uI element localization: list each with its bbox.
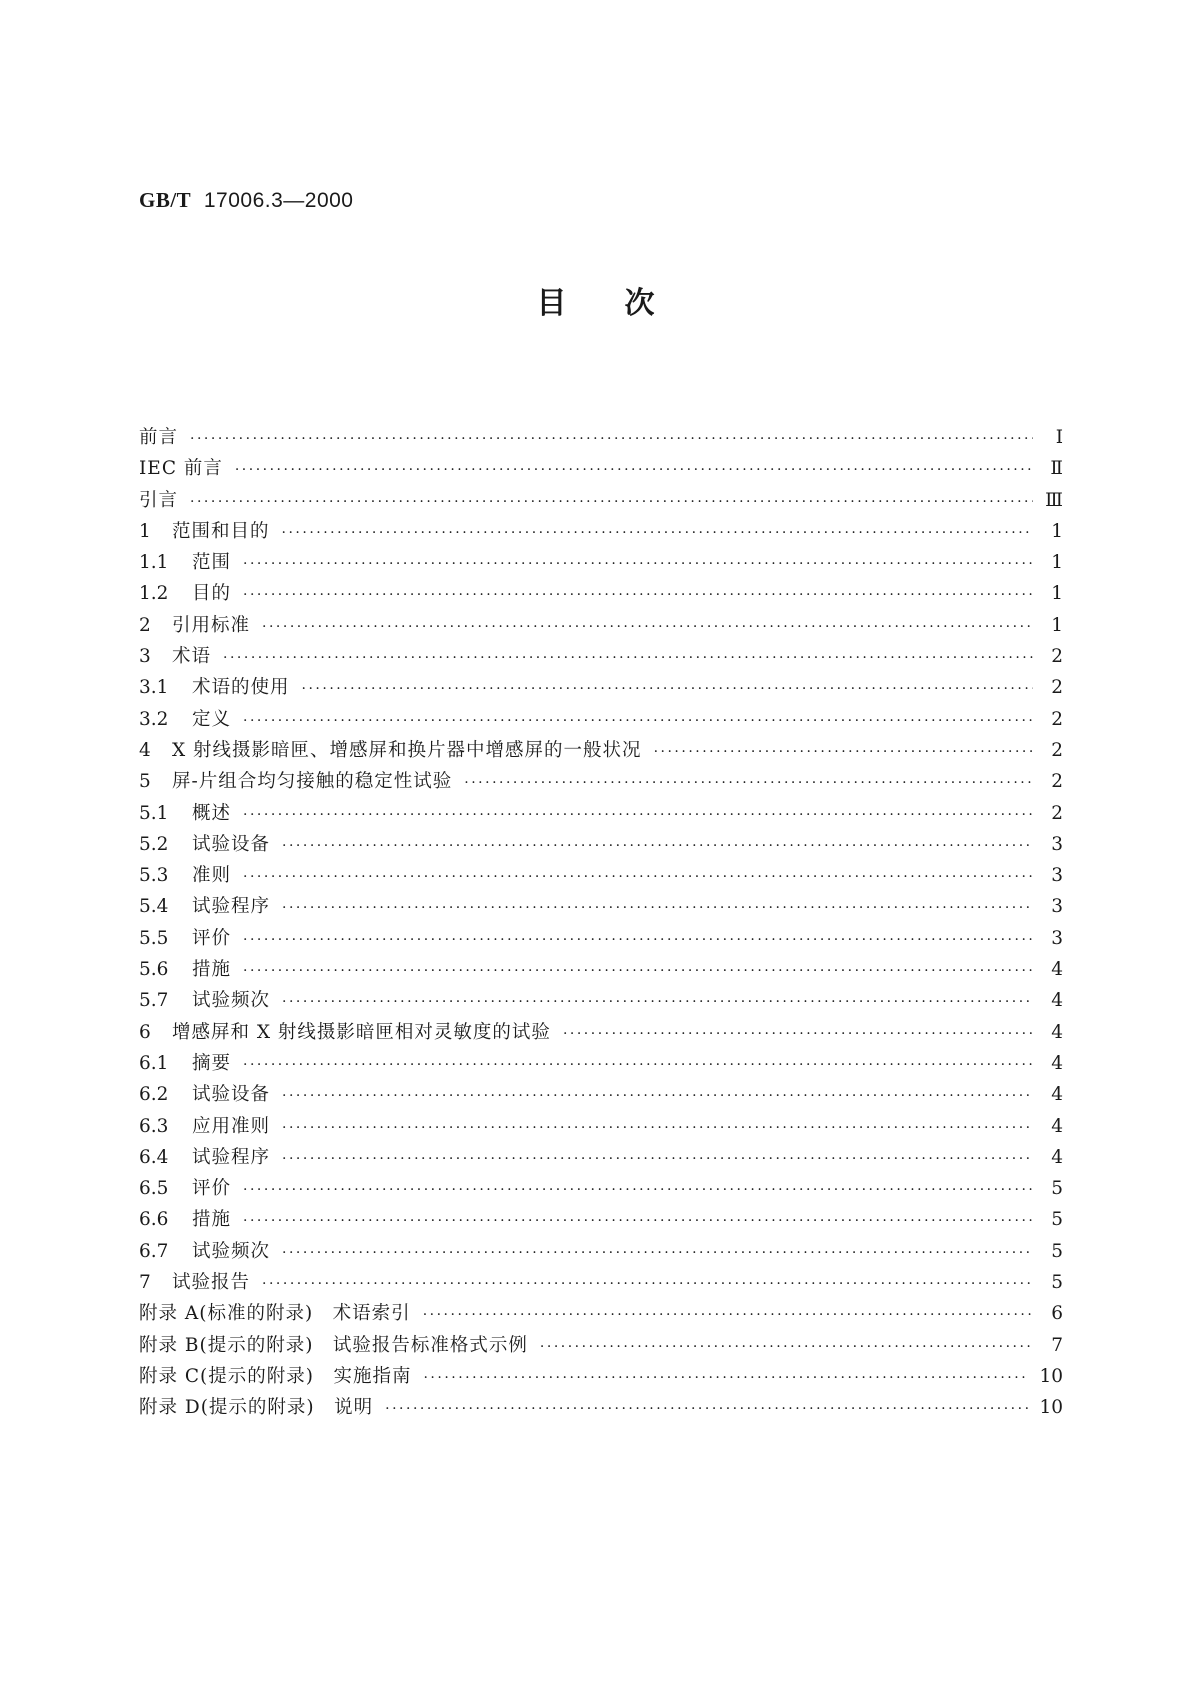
toc-entry-label: X 射线摄影暗匣、增感屏和换片器中增感屏的一般状况 bbox=[172, 739, 642, 761]
toc-entry-number: 2 bbox=[139, 614, 151, 636]
toc-dot-leader bbox=[282, 1113, 1033, 1144]
toc-entry[interactable] bbox=[139, 1267, 1063, 1298]
toc-entry-number: 6 bbox=[139, 1021, 151, 1043]
toc-entry-label: 附录 C(提示的附录) 实施指南 bbox=[139, 1365, 412, 1387]
toc-dot-leader bbox=[423, 1300, 1033, 1331]
toc-entry-number: 5.7 bbox=[139, 990, 169, 1012]
toc-dot-leader bbox=[262, 612, 1033, 643]
toc-dot-leader bbox=[243, 1206, 1033, 1237]
toc-entry-number: 5.6 bbox=[139, 959, 169, 981]
toc-entry-page: 4 bbox=[1051, 959, 1063, 981]
toc-entry-page: 4 bbox=[1051, 1146, 1063, 1168]
toc-entry[interactable] bbox=[139, 516, 1063, 547]
toc-dot-leader bbox=[302, 674, 1033, 705]
toc-entry-number: 1 bbox=[139, 520, 151, 542]
toc-entry-label: 前言 bbox=[139, 427, 179, 448]
toc-entry-page: 2 bbox=[1051, 739, 1063, 761]
toc-entry-page: 4 bbox=[1051, 1115, 1063, 1137]
toc-entry-label: 范围 bbox=[192, 552, 232, 574]
toc-entry-number: 6.5 bbox=[139, 1178, 169, 1200]
toc-entry-label: 术语的使用 bbox=[192, 677, 290, 699]
toc-entry-page: Ⅲ bbox=[1045, 489, 1063, 511]
toc-entry-label: 试验设备 bbox=[192, 1084, 271, 1106]
toc-entry-label: 试验程序 bbox=[192, 896, 271, 918]
toc-entry-number: 5.1 bbox=[139, 802, 169, 824]
toc-entry-page: 4 bbox=[1051, 1021, 1063, 1043]
toc-entry-page: 3 bbox=[1051, 927, 1063, 949]
toc-dot-leader bbox=[243, 549, 1033, 580]
toc-entry-number: 5.3 bbox=[139, 865, 169, 887]
toc-entry-page: 2 bbox=[1051, 771, 1063, 793]
toc-entry-page: Ⅱ bbox=[1050, 458, 1063, 480]
toc-entry-label: IEC 前言 bbox=[139, 458, 223, 480]
toc-dot-leader bbox=[190, 424, 1033, 455]
toc-entry[interactable] bbox=[139, 829, 1063, 860]
toc-entry-label: 评价 bbox=[192, 1178, 232, 1200]
toc-entry-label: 引用标准 bbox=[172, 614, 251, 636]
toc-entry-number: 3.2 bbox=[139, 708, 169, 730]
toc-entry[interactable] bbox=[139, 1236, 1063, 1267]
toc-entry-label: 屏-片组合均匀接触的稳定性试验 bbox=[172, 771, 453, 793]
toc-dot-leader bbox=[190, 487, 1033, 518]
toc-dot-leader bbox=[243, 1050, 1033, 1081]
toc-dot-leader bbox=[282, 1144, 1033, 1175]
toc-entry[interactable] bbox=[139, 1079, 1063, 1110]
toc-entry-page: 2 bbox=[1051, 677, 1063, 699]
toc-entry-page: Ⅰ bbox=[1055, 427, 1063, 448]
toc-entry-number: 3 bbox=[139, 646, 151, 668]
toc-dot-leader bbox=[243, 1175, 1033, 1206]
toc-dot-leader bbox=[262, 1269, 1033, 1300]
toc-entry-label: 试验设备 bbox=[192, 833, 271, 855]
toc-entry-page: 5 bbox=[1051, 1178, 1063, 1200]
toc-entry-page: 4 bbox=[1051, 990, 1063, 1012]
toc-entry-number: 1.2 bbox=[139, 583, 169, 605]
toc-dot-leader bbox=[243, 800, 1033, 831]
toc-dot-leader bbox=[385, 1394, 1029, 1425]
toc-dot-leader bbox=[540, 1332, 1033, 1363]
toc-entry-page: 5 bbox=[1051, 1240, 1063, 1262]
toc-dot-leader bbox=[282, 1238, 1033, 1269]
toc-entry-label: 试验频次 bbox=[192, 1240, 271, 1262]
toc-entry-label: 目的 bbox=[192, 583, 232, 605]
toc-dot-leader bbox=[243, 706, 1033, 737]
toc-entry-page: 6 bbox=[1051, 1303, 1063, 1325]
toc-entry-number: 3.1 bbox=[139, 677, 169, 699]
toc-entry-label: 定义 bbox=[192, 708, 232, 730]
toc-entry-number: 6.2 bbox=[139, 1084, 169, 1106]
toc-entry[interactable] bbox=[139, 1298, 1063, 1329]
toc-dot-leader bbox=[563, 1019, 1033, 1050]
toc-dot-leader bbox=[282, 831, 1033, 862]
toc-entry-page: 4 bbox=[1051, 1084, 1063, 1106]
toc-entry-number: 5.5 bbox=[139, 927, 169, 949]
toc-entry[interactable] bbox=[139, 610, 1063, 641]
toc-dot-leader bbox=[423, 1363, 1029, 1394]
toc-entry-page: 1 bbox=[1051, 583, 1063, 605]
toc-entry-number: 7 bbox=[139, 1272, 151, 1294]
toc-entry[interactable] bbox=[139, 1204, 1063, 1235]
toc-entry[interactable] bbox=[139, 985, 1063, 1016]
toc-dot-leader bbox=[223, 643, 1033, 674]
toc-entry[interactable] bbox=[139, 766, 1063, 797]
toc-entry-number: 6.4 bbox=[139, 1146, 169, 1168]
toc-entry-label: 范围和目的 bbox=[172, 520, 270, 542]
standard-code-number: 17006.3—2000 bbox=[203, 189, 354, 212]
toc-dot-leader bbox=[464, 768, 1033, 799]
toc-entry-page: 10 bbox=[1039, 1365, 1063, 1387]
toc-entry-page: 1 bbox=[1051, 552, 1063, 574]
toc-dot-leader bbox=[282, 518, 1033, 549]
toc-entry[interactable] bbox=[139, 1048, 1063, 1079]
toc-entry-number: 5.2 bbox=[139, 833, 169, 855]
toc-entry-page: 5 bbox=[1051, 1272, 1063, 1294]
toc-entry[interactable] bbox=[139, 453, 1063, 484]
toc-entry[interactable] bbox=[139, 704, 1063, 735]
toc-entry-page: 3 bbox=[1051, 865, 1063, 887]
toc-entry[interactable] bbox=[139, 1330, 1063, 1361]
toc-dot-leader bbox=[654, 737, 1033, 768]
toc-entry[interactable] bbox=[139, 798, 1063, 829]
toc-entry[interactable] bbox=[139, 1142, 1063, 1173]
toc-entry[interactable] bbox=[139, 1173, 1063, 1204]
toc-entry-number: 5.4 bbox=[139, 896, 169, 918]
toc-entry-number: 6.3 bbox=[139, 1115, 169, 1137]
toc-entry[interactable] bbox=[139, 1361, 1063, 1392]
toc-entry-number: 5 bbox=[139, 771, 151, 793]
toc-entry-page: 3 bbox=[1051, 833, 1063, 855]
toc-dot-leader bbox=[243, 580, 1033, 611]
toc-entry-label: 试验程序 bbox=[192, 1146, 271, 1168]
toc-entry[interactable] bbox=[139, 1392, 1063, 1423]
toc-dot-leader bbox=[282, 893, 1033, 924]
toc-entry[interactable] bbox=[139, 735, 1063, 766]
toc-entry[interactable] bbox=[139, 923, 1063, 954]
toc-entry-label: 增感屏和 X 射线摄影暗匣相对灵敏度的试验 bbox=[172, 1021, 551, 1043]
toc-entry[interactable] bbox=[139, 672, 1063, 703]
toc-entry-page: 2 bbox=[1051, 646, 1063, 668]
toc-entry-page: 3 bbox=[1051, 896, 1063, 918]
toc-entry-label: 试验报告 bbox=[172, 1272, 251, 1294]
toc-entry-label: 术语 bbox=[172, 646, 212, 668]
toc-dot-leader bbox=[243, 956, 1033, 987]
toc-entry-page: 1 bbox=[1051, 520, 1063, 542]
toc-entry-number: 6.7 bbox=[139, 1240, 169, 1262]
toc-entry-label: 应用准则 bbox=[192, 1115, 271, 1137]
toc-dot-leader bbox=[282, 1081, 1033, 1112]
toc-entry[interactable] bbox=[139, 641, 1063, 672]
table-of-contents bbox=[139, 422, 1063, 1424]
toc-entry-label: 措施 bbox=[192, 1209, 232, 1231]
toc-entry[interactable] bbox=[139, 422, 1063, 453]
toc-entry[interactable] bbox=[139, 860, 1063, 891]
toc-entry-page: 10 bbox=[1039, 1397, 1063, 1419]
toc-entry[interactable] bbox=[139, 1017, 1063, 1048]
toc-entry[interactable] bbox=[139, 547, 1063, 578]
toc-dot-leader bbox=[282, 987, 1033, 1018]
toc-entry-label: 摘要 bbox=[192, 1052, 232, 1074]
toc-entry[interactable] bbox=[139, 485, 1063, 516]
toc-entry-number: 6.6 bbox=[139, 1209, 169, 1231]
toc-entry-page: 5 bbox=[1051, 1209, 1063, 1231]
toc-entry-number: 1.1 bbox=[139, 552, 169, 574]
toc-dot-leader bbox=[243, 925, 1033, 956]
toc-entry-page: 7 bbox=[1051, 1334, 1063, 1356]
toc-entry-label: 引言 bbox=[139, 489, 179, 511]
toc-entry-label: 评价 bbox=[192, 927, 232, 949]
toc-dot-leader bbox=[235, 455, 1033, 486]
toc-dot-leader bbox=[243, 862, 1033, 893]
toc-entry-label: 试验频次 bbox=[192, 990, 271, 1012]
toc-entry-label: 附录 B(提示的附录) 试验报告标准格式示例 bbox=[139, 1334, 528, 1356]
toc-entry-label: 附录 D(提示的附录) 说明 bbox=[139, 1397, 374, 1419]
toc-entry[interactable] bbox=[139, 1111, 1063, 1142]
toc-entry[interactable] bbox=[139, 954, 1063, 985]
toc-entry[interactable] bbox=[139, 891, 1063, 922]
standard-code-prefix: GB/T bbox=[139, 188, 192, 212]
toc-entry-label: 概述 bbox=[192, 802, 232, 824]
toc-entry[interactable] bbox=[139, 578, 1063, 609]
toc-entry-number: 4 bbox=[139, 739, 151, 761]
page-title: 目次 bbox=[536, 286, 713, 321]
toc-entry-label: 准则 bbox=[192, 865, 232, 887]
standard-code bbox=[139, 188, 354, 213]
toc-entry-label: 附录 A(标准的附录) 术语索引 bbox=[139, 1303, 411, 1325]
toc-entry-page: 2 bbox=[1051, 708, 1063, 730]
toc-entry-page: 4 bbox=[1051, 1052, 1063, 1074]
toc-entry-number: 6.1 bbox=[139, 1052, 169, 1074]
toc-entry-label: 措施 bbox=[192, 959, 232, 981]
toc-entry-page: 2 bbox=[1051, 802, 1063, 824]
toc-entry-page: 1 bbox=[1051, 614, 1063, 636]
